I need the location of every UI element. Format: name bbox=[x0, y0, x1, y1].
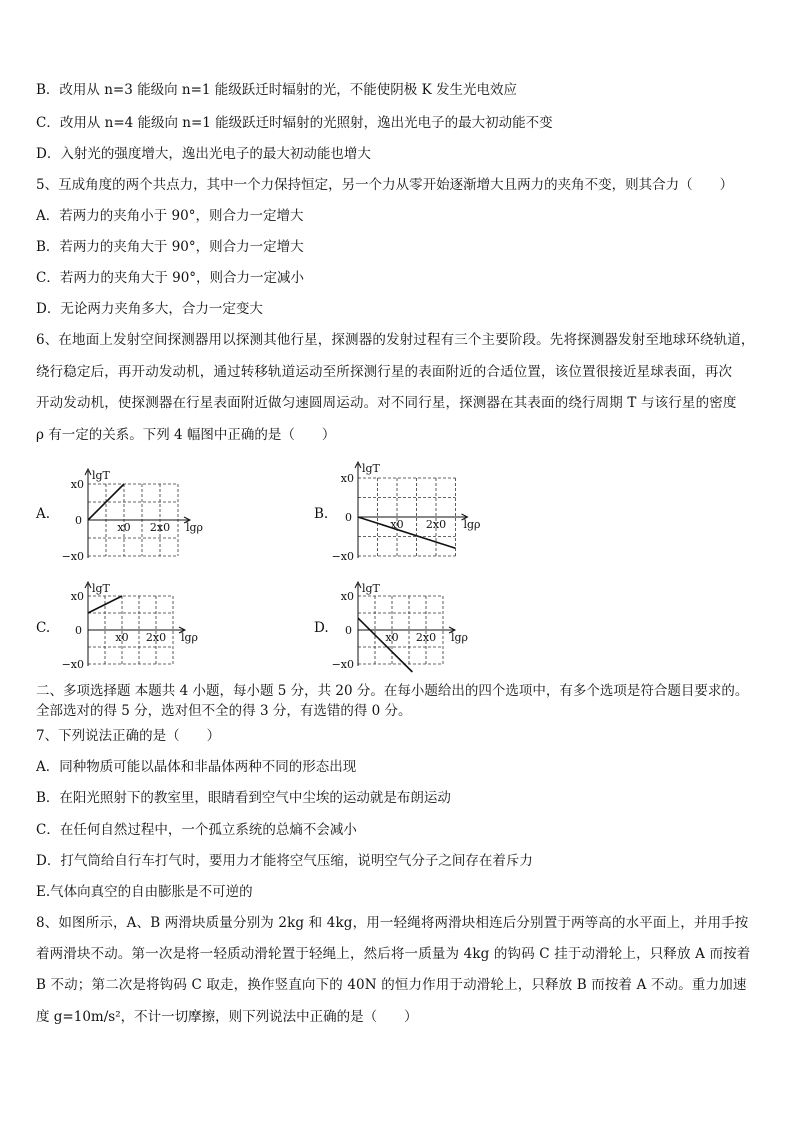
question-6-option-label: A. bbox=[36, 506, 51, 522]
question-8-stem: 8、如图所示，A、B 两滑块质量分别为 2kg 和 4kg，用一轻绳将两滑块相连后分别置于两等高的水平面上，并用手按 bbox=[36, 915, 749, 931]
question-6-option-label: B. bbox=[314, 506, 329, 522]
section-heading: 二、多项选择题 本题共 4 小题，每小题 5 分，共 20 分。在每小题给出的四个选项中，有多个选项是符合题目要求的。 bbox=[36, 683, 749, 699]
text-line: C．改用从 n=4 能级向 n=1 能级跃迁时辐射的光照射，逸出光电子的最大初动能不变 bbox=[36, 115, 553, 131]
y-tick-label: −x0 bbox=[331, 550, 354, 563]
origin-label: 0 bbox=[75, 624, 82, 637]
question-5-option-d: D．无论两力夹角多大，合力一定变大 bbox=[36, 301, 263, 317]
y-tick-label: x0 bbox=[340, 472, 354, 485]
text-line: D．入射光的强度增大，逸出光电子的最大初动能也增大 bbox=[36, 146, 371, 162]
x-tick-label: 2x0 bbox=[145, 631, 167, 644]
question-8-stem: B 不动；第二次是将钩码 C 取走，换作竖直向下的 40N 的恒力作用于动滑轮上，只释放 B 而按着 A 不动。重力加速 bbox=[36, 977, 747, 993]
y-tick-label: −x0 bbox=[61, 550, 84, 563]
question-5-option-c: C．若两力的夹角大于 90°，则合力一定减小 bbox=[36, 270, 305, 286]
origin-label: 0 bbox=[345, 624, 352, 637]
x-axis-label: lgρ bbox=[181, 631, 199, 644]
x-tick-label: x0 bbox=[385, 631, 399, 644]
question-7-option-b: B．在阳光照射下的教室里，眼睛看到空气中尘埃的运动就是布朗运动 bbox=[36, 790, 451, 806]
question-6-stem: 6、在地面上发射空间探测器用以探测其他行星，探测器的发射过程有三个主要阶段。先将探测器发射至地球环绕轨道， bbox=[36, 332, 755, 348]
y-tick-label: x0 bbox=[70, 478, 84, 491]
x-tick-label: 2x0 bbox=[149, 521, 171, 534]
text-line: B．改用从 n=3 能级向 n=1 能级跃迁时辐射的光，不能使阴极 K 发生光电效应 bbox=[36, 82, 517, 98]
lg-graph-option bbox=[330, 578, 480, 673]
question-7-option-e: E.气体向真空的自由膨胀是不可逆的 bbox=[36, 884, 253, 900]
lg-graph-option bbox=[60, 465, 204, 565]
x-axis-label: lgρ bbox=[451, 631, 469, 644]
lg-graph-option bbox=[60, 578, 210, 673]
question-7-option-a: A．同种物质可能以晶体和非晶体两种不同的形态出现 bbox=[36, 759, 357, 775]
question-5-option-a: A．若两力的夹角小于 90°，则合力一定增大 bbox=[36, 208, 304, 224]
y-axis-label: lgT bbox=[362, 582, 380, 595]
x-tick-label: 2x0 bbox=[425, 518, 447, 531]
question-6-option-label: D. bbox=[314, 620, 329, 636]
question-7-option-c: C．在任何自然过程中，一个孤立系统的总熵不会减小 bbox=[36, 822, 357, 838]
question-7-stem: 7、下列说法正确的是（ ） bbox=[36, 728, 221, 744]
x-tick-label: x0 bbox=[115, 631, 129, 644]
y-tick-label: −x0 bbox=[331, 658, 354, 671]
origin-label: 0 bbox=[75, 514, 82, 527]
x-axis-label: lgρ bbox=[186, 521, 204, 534]
y-axis-label: lgT bbox=[92, 582, 110, 595]
question-5-stem: 5、互成角度的两个共点力，其中一个力保持恒定，另一个力从零开始逐渐增大且两力的夹角不变，则其合力（ ） bbox=[36, 177, 734, 193]
question-6-stem: ρ 有一定的关系。下列 4 幅图中正确的是（ ） bbox=[36, 427, 336, 443]
y-tick-label: −x0 bbox=[61, 658, 84, 671]
origin-label: 0 bbox=[345, 511, 352, 524]
lg-graph-option bbox=[330, 458, 480, 566]
question-6-option-label: C. bbox=[36, 620, 51, 636]
question-8-stem: 着两滑块不动。第一次是将一轻质动滑轮置于轻绳上，然后将一质量为 4kg 的钩码 C 挂于动滑轮上，只释放 A 而按着 bbox=[36, 946, 751, 962]
y-tick-label: x0 bbox=[70, 590, 84, 603]
question-8-stem: 度 g=10m/s²，不计一切摩擦，则下列说法中正确的是（ ） bbox=[36, 1009, 418, 1025]
question-7-option-d: D．打气筒给自行车打气时，要用力才能将空气压缩，说明空气分子之间存在着斥力 bbox=[36, 853, 533, 869]
x-tick-label: x0 bbox=[390, 518, 404, 531]
y-tick-label: x0 bbox=[340, 590, 354, 603]
x-tick-label: 2x0 bbox=[415, 631, 437, 644]
question-5-option-b: B．若两力的夹角大于 90°，则合力一定增大 bbox=[36, 239, 304, 255]
x-axis-label: lgρ bbox=[463, 518, 481, 531]
question-6-stem: 绕行稳定后，再开动发动机，通过转移轨道运动至所探测行星的表面附近的合适位置，该位置很接近星球表面，再次 bbox=[36, 364, 733, 380]
section-heading: 全部选对的得 5 分，选对但不全的得 3 分，有选错的得 0 分。 bbox=[36, 703, 412, 719]
question-6-stem: 开动发动机，使探测器在行星表面附近做匀速圆周运动。对不同行星，探测器在其表面的绕行周期 T 与该行星的密度 bbox=[36, 395, 737, 411]
y-axis-label: lgT bbox=[362, 462, 380, 475]
y-axis-label: lgT bbox=[92, 469, 110, 482]
x-tick-label: x0 bbox=[117, 521, 131, 534]
